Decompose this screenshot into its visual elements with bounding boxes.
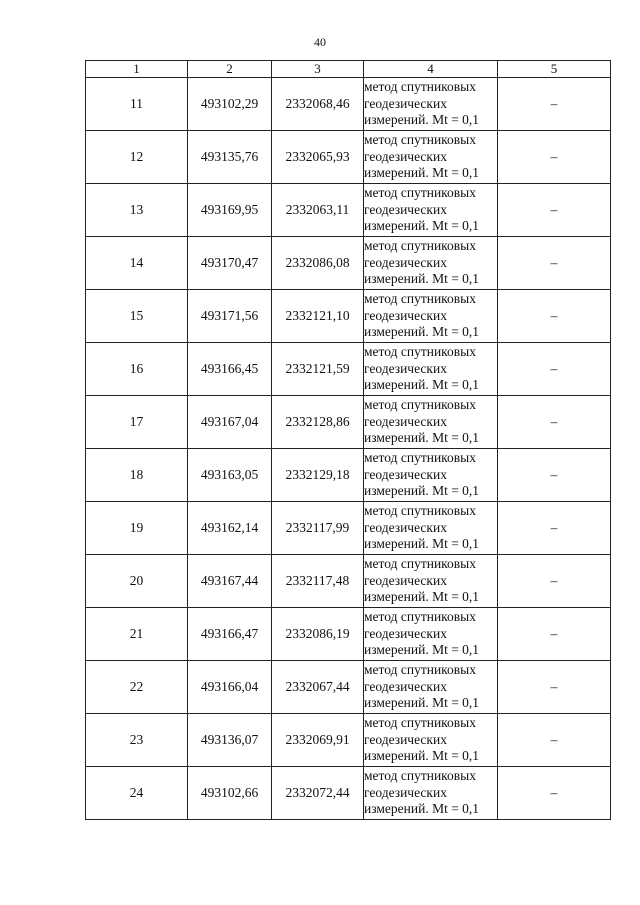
coordinate-x: 493102,29 bbox=[188, 78, 272, 131]
method-line: измерений. Mt = 0,1 bbox=[364, 271, 480, 287]
measurement-method bbox=[364, 502, 498, 555]
method-line: измерений. Mt = 0,1 bbox=[364, 377, 480, 393]
method-line: измерений. Mt = 0,1 bbox=[364, 642, 480, 658]
measurement-method bbox=[364, 396, 498, 449]
method-line: геодезических bbox=[364, 254, 447, 270]
coordinate-x: 493167,04 bbox=[188, 396, 272, 449]
measurement-method bbox=[364, 714, 498, 767]
point-number: 12 bbox=[86, 131, 188, 184]
coordinate-y: 2332129,18 bbox=[272, 449, 364, 502]
method-line: геодезических bbox=[364, 413, 447, 429]
measurement-method bbox=[364, 661, 498, 714]
point-number: 18 bbox=[86, 449, 188, 502]
note-dash: – bbox=[498, 396, 611, 449]
method-line: метод спутниковых bbox=[364, 768, 476, 784]
measurement-method bbox=[364, 767, 498, 820]
point-number: 17 bbox=[86, 396, 188, 449]
table-row bbox=[86, 502, 611, 555]
note-dash: – bbox=[498, 78, 611, 131]
method-line: измерений. Mt = 0,1 bbox=[364, 748, 480, 764]
measurement-method bbox=[364, 237, 498, 290]
note-dash: – bbox=[498, 290, 611, 343]
point-number: 11 bbox=[86, 78, 188, 131]
table-row bbox=[86, 78, 611, 131]
note-dash: – bbox=[498, 608, 611, 661]
point-number: 24 bbox=[86, 767, 188, 820]
method-line: измерений. Mt = 0,1 bbox=[364, 536, 480, 552]
method-line: геодезических bbox=[364, 466, 447, 482]
header-col-4: 4 bbox=[364, 61, 498, 78]
method-line: геодезических bbox=[364, 95, 447, 111]
method-line: измерений. Mt = 0,1 bbox=[364, 430, 480, 446]
table-row bbox=[86, 184, 611, 237]
table-row bbox=[86, 555, 611, 608]
note-dash: – bbox=[498, 502, 611, 555]
note-dash: – bbox=[498, 449, 611, 502]
note-dash: – bbox=[498, 184, 611, 237]
header-col-1: 1 bbox=[86, 61, 188, 78]
method-line: геодезических bbox=[364, 519, 447, 535]
note-dash: – bbox=[498, 343, 611, 396]
point-number: 14 bbox=[86, 237, 188, 290]
table-row bbox=[86, 608, 611, 661]
method-line: метод спутниковых bbox=[364, 556, 476, 572]
point-number: 13 bbox=[86, 184, 188, 237]
method-line: геодезических bbox=[364, 201, 447, 217]
coordinate-x: 493169,95 bbox=[188, 184, 272, 237]
coordinate-x: 493162,14 bbox=[188, 502, 272, 555]
point-number: 21 bbox=[86, 608, 188, 661]
method-line: геодезических bbox=[364, 148, 447, 164]
coordinate-y: 2332067,44 bbox=[272, 661, 364, 714]
method-line: геодезических bbox=[364, 784, 447, 800]
method-line: метод спутниковых bbox=[364, 503, 476, 519]
note-dash: – bbox=[498, 237, 611, 290]
coordinate-y: 2332068,46 bbox=[272, 78, 364, 131]
coordinate-y: 2332117,48 bbox=[272, 555, 364, 608]
table-row bbox=[86, 396, 611, 449]
header-col-2: 2 bbox=[188, 61, 272, 78]
table-row bbox=[86, 290, 611, 343]
method-line: метод спутниковых bbox=[364, 238, 476, 254]
method-line: метод спутниковых bbox=[364, 662, 476, 678]
method-line: геодезических bbox=[364, 572, 447, 588]
table-row bbox=[86, 449, 611, 502]
point-number: 16 bbox=[86, 343, 188, 396]
page-number: 40 bbox=[314, 35, 326, 49]
coordinate-y: 2332117,99 bbox=[272, 502, 364, 555]
coordinate-y: 2332121,10 bbox=[272, 290, 364, 343]
header-col-3: 3 bbox=[272, 61, 364, 78]
header-col-5: 5 bbox=[498, 61, 611, 78]
method-line: геодезических bbox=[364, 360, 447, 376]
measurement-method bbox=[364, 343, 498, 396]
note-dash: – bbox=[498, 131, 611, 184]
measurement-method bbox=[364, 78, 498, 131]
table-row bbox=[86, 343, 611, 396]
table-row bbox=[86, 131, 611, 184]
coordinate-x: 493136,07 bbox=[188, 714, 272, 767]
method-line: измерений. Mt = 0,1 bbox=[364, 165, 480, 181]
method-line: метод спутниковых bbox=[364, 450, 476, 466]
table-header-row bbox=[86, 61, 611, 78]
table-body bbox=[86, 78, 611, 820]
note-dash: – bbox=[498, 555, 611, 608]
method-line: измерений. Mt = 0,1 bbox=[364, 589, 480, 605]
table-row bbox=[86, 714, 611, 767]
measurement-method bbox=[364, 290, 498, 343]
table-row bbox=[86, 661, 611, 714]
coordinate-y: 2332086,19 bbox=[272, 608, 364, 661]
point-number: 23 bbox=[86, 714, 188, 767]
coordinate-y: 2332086,08 bbox=[272, 237, 364, 290]
coordinate-x: 493102,66 bbox=[188, 767, 272, 820]
coordinate-x: 493166,04 bbox=[188, 661, 272, 714]
method-line: измерений. Mt = 0,1 bbox=[364, 112, 480, 128]
method-line: метод спутниковых bbox=[364, 291, 476, 307]
method-line: геодезических bbox=[364, 678, 447, 694]
method-line: метод спутниковых bbox=[364, 715, 476, 731]
coordinate-x: 493166,47 bbox=[188, 608, 272, 661]
coordinate-x: 493163,05 bbox=[188, 449, 272, 502]
table-row bbox=[86, 767, 611, 820]
method-line: измерений. Mt = 0,1 bbox=[364, 801, 480, 817]
method-line: измерений. Mt = 0,1 bbox=[364, 695, 480, 711]
method-line: метод спутниковых bbox=[364, 609, 476, 625]
method-line: измерений. Mt = 0,1 bbox=[364, 324, 480, 340]
coordinate-y: 2332069,91 bbox=[272, 714, 364, 767]
method-line: геодезических bbox=[364, 731, 447, 747]
method-line: геодезических bbox=[364, 625, 447, 641]
coordinate-y: 2332065,93 bbox=[272, 131, 364, 184]
coordinate-y: 2332128,86 bbox=[272, 396, 364, 449]
measurement-method bbox=[364, 184, 498, 237]
point-number: 15 bbox=[86, 290, 188, 343]
measurement-method bbox=[364, 555, 498, 608]
coordinate-x: 493167,44 bbox=[188, 555, 272, 608]
method-line: метод спутниковых bbox=[364, 344, 476, 360]
method-line: метод спутниковых bbox=[364, 79, 476, 95]
coordinates-table bbox=[85, 60, 611, 820]
method-line: метод спутниковых bbox=[364, 132, 476, 148]
measurement-method bbox=[364, 449, 498, 502]
table-row bbox=[86, 237, 611, 290]
coordinate-x: 493166,45 bbox=[188, 343, 272, 396]
note-dash: – bbox=[498, 661, 611, 714]
coordinate-x: 493135,76 bbox=[188, 131, 272, 184]
method-line: метод спутниковых bbox=[364, 397, 476, 413]
point-number: 22 bbox=[86, 661, 188, 714]
coordinate-x: 493170,47 bbox=[188, 237, 272, 290]
method-line: измерений. Mt = 0,1 bbox=[364, 218, 480, 234]
coordinate-y: 2332063,11 bbox=[272, 184, 364, 237]
coordinate-y: 2332072,44 bbox=[272, 767, 364, 820]
method-line: измерений. Mt = 0,1 bbox=[364, 483, 480, 499]
measurement-method bbox=[364, 608, 498, 661]
point-number: 20 bbox=[86, 555, 188, 608]
note-dash: – bbox=[498, 714, 611, 767]
coordinate-x: 493171,56 bbox=[188, 290, 272, 343]
method-line: метод спутниковых bbox=[364, 185, 476, 201]
method-line: геодезических bbox=[364, 307, 447, 323]
measurement-method bbox=[364, 131, 498, 184]
note-dash: – bbox=[498, 767, 611, 820]
point-number: 19 bbox=[86, 502, 188, 555]
coordinate-y: 2332121,59 bbox=[272, 343, 364, 396]
